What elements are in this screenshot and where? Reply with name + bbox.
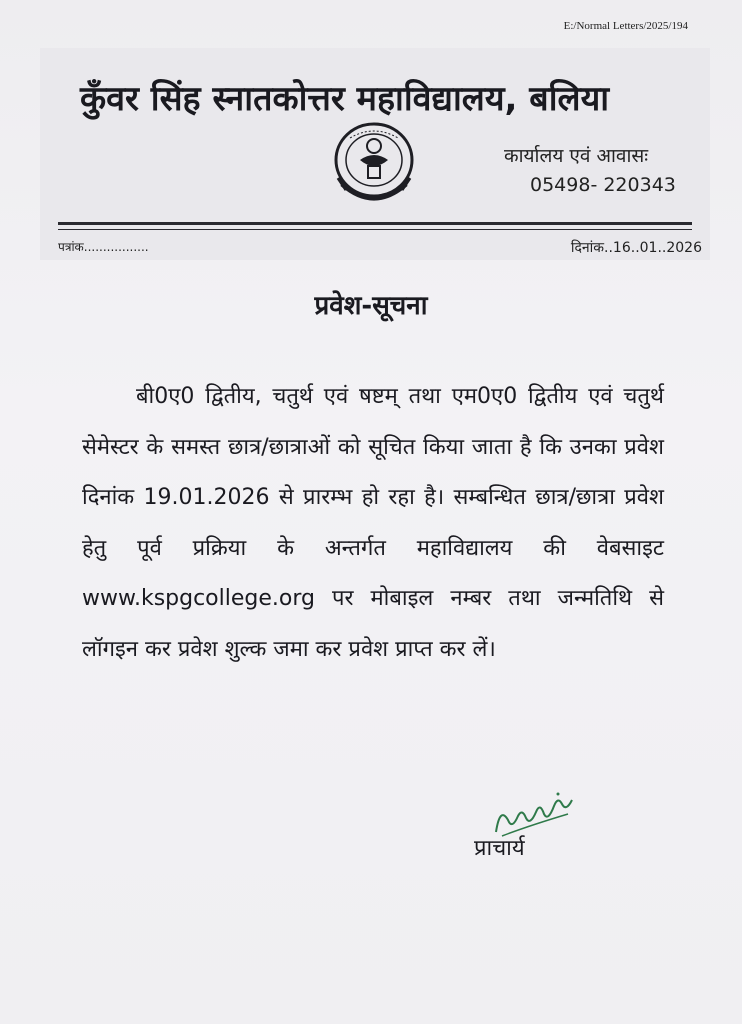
college-name: कुँवर सिंह स्नातकोत्तर महाविद्यालय, बलिया [80,79,610,119]
header-rule-thin [58,229,692,230]
header-rule-thick [58,222,692,225]
patrank-field: पत्रांक................. [58,240,149,254]
signatory-title: प्राचार्य [474,836,525,861]
notice-body: बी0ए0 द्वितीय, चतुर्थ एवं षष्टम् तथा एम0ए0 द्वितीय एवं चतुर्थ सेमेस्टर के समस्त छात्र/छात्राओं को सूचित किया जाता है कि उनका प्रवेश दिनांक 19.01.2026 से प्रारम्भ हो रहा है। सम्बन्धित छात्र/छात्रा प्रवेश हेतु पूर्व प्रक्रिया के अन्तर्गत महाविद्यालय की वेबसाइट www.kspgcollege.org पर मोबाइल नम्बर तथा जन्मतिथि से लॉगइन कर प्रवेश शुल्क जमा कर प्रवेश प्राप्त कर लें। [82,384,664,662]
college-emblem-icon [330,120,418,214]
office-label: कार्यालय एवं आवासः [504,145,649,167]
phone-number: 05498- 220343 [530,174,676,196]
date-field: दिनांक..16..01..2026 [570,240,702,256]
reference-number: E:/Normal Letters/2025/194 [563,20,688,32]
notice-title: प्रवेश-सूचना [314,291,428,321]
